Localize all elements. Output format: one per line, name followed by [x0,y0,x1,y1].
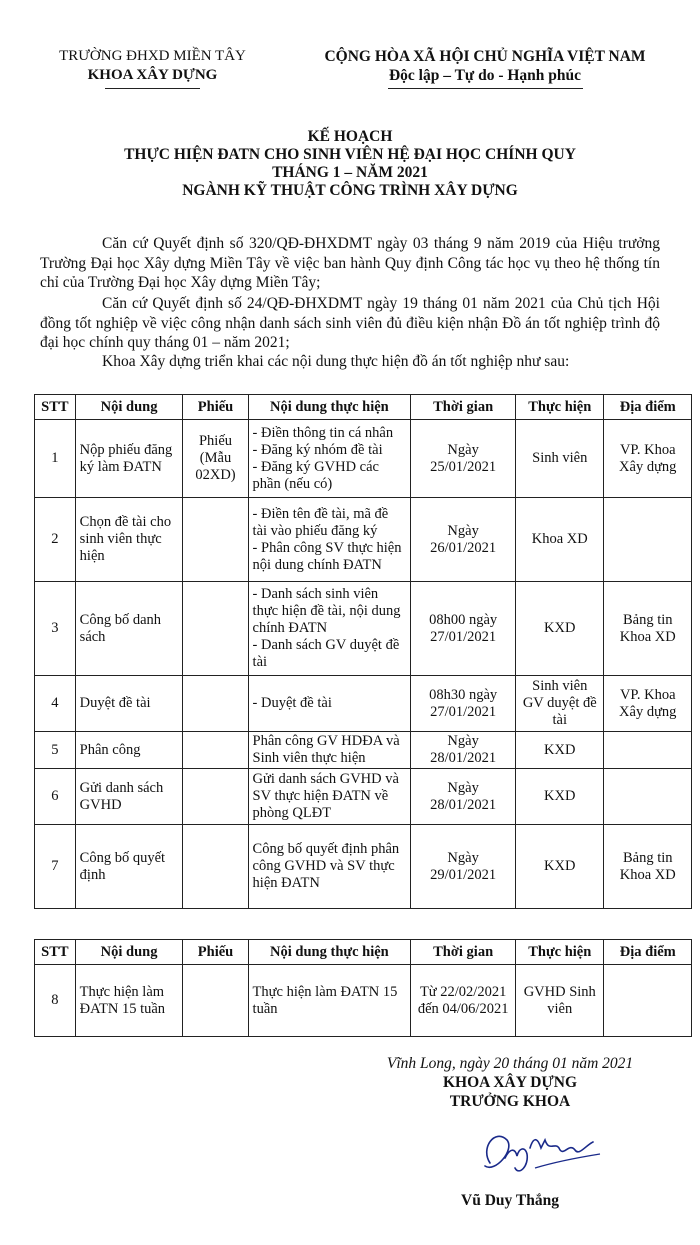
th-thuchien: Thực hiện [516,395,604,420]
table-body [35,420,692,909]
cell-noidung: Phân công [75,732,183,769]
cell-thoigian: 08h00 ngày 27/01/2021 [411,582,516,676]
cell-noidung-thuchien: Công bố quyết định phân công GVHD và SV thực hiện ĐATN [248,825,411,909]
cell-phieu: Phiếu (Mẫu 02XD) [183,420,248,498]
cell-noidung: Công bố danh sách [75,582,183,676]
cell-noidung: Duyệt đề tài [75,676,183,732]
cell-stt: 3 [35,582,76,676]
title-line-3: THÁNG 1 – NĂM 2021 [272,164,428,181]
th-noidung: Nội dung [75,395,183,420]
cell-phieu [183,582,248,676]
th-phieu: Phiếu [183,395,248,420]
cell-stt: 4 [35,676,76,732]
cell-thoigian: Ngày 28/01/2021 [411,769,516,825]
th-noidung-thuchien: Nội dung thực hiện [248,395,411,420]
table-header-row [35,940,692,965]
cell-thoigian: Ngày 25/01/2021 [411,420,516,498]
cell-noidung-thuchien: - Điền tên đề tài, mã đề tài vào phiếu đăng ký - Phân công SV thực hiện nội dung chính ĐATN [248,498,411,582]
cell-noidung-thuchien: Gửi danh sách GVHD và SV thực hiện ĐATN về phòng QLĐT [248,769,411,825]
table-row [35,769,692,825]
cell-noidung-thuchien: - Duyệt đề tài [248,676,411,732]
cell-diadiem [604,769,692,825]
th-diadiem: Địa điểm [604,395,692,420]
cell-noidung: Công bố quyết định [75,825,183,909]
th-thoigian: Thời gian [411,395,516,420]
cell-noidung-thuchien: - Danh sách sinh viên thực hiện đề tài, nội dung chính ĐATN - Danh sách GV duyệt đề tài [248,582,411,676]
table-row [35,582,692,676]
cell-diadiem: VP. Khoa Xây dựng [604,420,692,498]
cell-thoigian: Ngày 29/01/2021 [411,825,516,909]
th-thuchien: Thực hiện [516,940,604,965]
header-right [300,47,670,89]
paragraph-3: Khoa Xây dựng triển khai các nội dung thực hiện đồ án tốt nghiệp như sau: [102,353,570,370]
cell-thoigian: Ngày 28/01/2021 [411,732,516,769]
title-line-1: KẾ HOẠCH [307,128,393,145]
table-row [35,965,692,1037]
national-motto: Độc lập – Tự do - Hạnh phúc [388,67,582,84]
cell-noidung-thuchien: Thực hiện làm ĐATN 15 tuần [248,965,411,1037]
faculty-name: KHOA XÂY DỰNG [87,67,218,83]
plan-table [34,394,692,909]
cell-thoigian: Từ 22/02/2021 đến 04/06/2021 [411,965,516,1037]
cell-thuchien: GVHD Sinh viên [516,965,604,1037]
paragraph-2: Căn cứ Quyết định số 24/QĐ-ĐHXDMT ngày 19 tháng 01 năm 2021 của Chủ tịch Hội đồng tốt nghiệp về việc công nhận danh sách sinh viên đủ điều kiện nhận Đồ án tốt nghiệp trình độ đại học chính quy tháng 01 – năm 2021; [40,295,660,351]
cell-noidung: Chọn đề tài cho sinh viên thực hiện [75,498,183,582]
signature-org: KHOA XÂY DỰNG [442,1074,578,1091]
place-date: Vĩnh Long, ngày 20 tháng 01 năm 2021 [386,1055,634,1072]
cell-stt: 7 [35,825,76,909]
header-right-underline [388,88,583,89]
cell-thoigian: 08h30 ngày 27/01/2021 [411,676,516,732]
signature-block [340,1054,680,1111]
cell-diadiem [604,732,692,769]
signer-name: Vũ Duy Thắng [461,1192,559,1209]
th-noidung-thuchien: Nội dung thực hiện [248,940,411,965]
national-title: CỘNG HÒA XÃ HỘI CHỦ NGHĨA VIỆT NAM [324,48,646,65]
cell-thuchien: Sinh viên [516,420,604,498]
cell-phieu [183,825,248,909]
table-row [35,676,692,732]
table-row [35,498,692,582]
cell-noidung: Thực hiện làm ĐATN 15 tuần [75,965,183,1037]
cell-stt: 6 [35,769,76,825]
handwritten-signature [475,1118,605,1183]
cell-thuchien: KXD [516,769,604,825]
title-line-4: NGÀNH KỸ THUẬT CÔNG TRÌNH XÂY DỰNG [182,182,518,199]
table-row [35,825,692,909]
cell-phieu [183,676,248,732]
cell-thoigian: Ngày 26/01/2021 [411,498,516,582]
th-phieu: Phiếu [183,940,248,965]
header-left-underline [105,88,200,89]
th-stt: STT [35,940,76,965]
th-stt: STT [35,395,76,420]
cell-thuchien: Sinh viên GV duyệt đề tài [516,676,604,732]
cell-stt: 8 [35,965,76,1037]
title-line-2: THỰC HIỆN ĐATN CHO SINH VIÊN HỆ ĐẠI HỌC CHÍNH QUY [124,146,576,163]
cell-diadiem [604,965,692,1037]
th-diadiem: Địa điểm [604,940,692,965]
school-name: TRƯỜNG ĐHXD MIỀN TÂY [59,48,246,64]
table-row [35,732,692,769]
plan-table-continued [34,939,692,1037]
cell-thuchien: KXD [516,582,604,676]
cell-diadiem [604,498,692,582]
cell-stt: 1 [35,420,76,498]
cell-thuchien: Khoa XD [516,498,604,582]
table-row [35,420,692,498]
header-left [40,47,265,89]
cell-phieu [183,965,248,1037]
cell-stt: 2 [35,498,76,582]
signature-role: TRƯỞNG KHOA [449,1093,571,1110]
cell-stt: 5 [35,732,76,769]
table-header-row [35,395,692,420]
cell-noidung-thuchien: Phân công GV HDĐA và Sinh viên thực hiện [248,732,411,769]
cell-phieu [183,732,248,769]
cell-thuchien: KXD [516,825,604,909]
cell-diadiem: Bảng tin Khoa XD [604,825,692,909]
cell-phieu [183,769,248,825]
cell-diadiem: VP. Khoa Xây dựng [604,676,692,732]
cell-thuchien: KXD [516,732,604,769]
th-noidung: Nội dung [75,940,183,965]
cell-noidung-thuchien: - Điền thông tin cá nhân - Đăng ký nhóm đề tài - Đăng ký GVHD các phần (nếu có) [248,420,411,498]
cell-diadiem: Bảng tin Khoa XD [604,582,692,676]
cell-phieu [183,498,248,582]
cell-noidung: Gửi danh sách GVHD [75,769,183,825]
paragraph-1: Căn cứ Quyết định số 320/QĐ-ĐHXDMT ngày 03 tháng 9 năm 2019 của Hiệu trưởng Trường Đại học Xây dựng Miền Tây về việc ban hành Quy định Công tác học vụ theo hệ thống tín chỉ của Trường Đại học Xây dựng Miền Tây; [40,235,660,291]
th-thoigian: Thời gian [411,940,516,965]
document-title [40,128,660,200]
cell-noidung: Nộp phiếu đăng ký làm ĐATN [75,420,183,498]
table-body-continued [35,965,692,1037]
